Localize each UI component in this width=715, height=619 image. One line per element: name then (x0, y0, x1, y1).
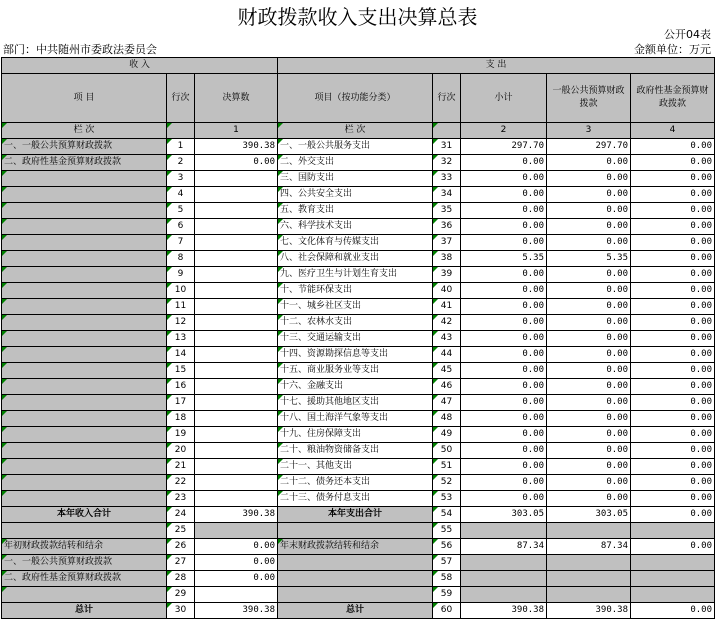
subtotal-value: 5.35 (461, 251, 547, 267)
general-budget-header: 一般公共预算财政拨款 (547, 74, 631, 123)
row-number: 11 (167, 299, 195, 315)
row-number: 13 (167, 331, 195, 347)
income-value: 390.38 (195, 139, 278, 155)
table-row (2, 139, 715, 155)
income-item (2, 171, 167, 187)
expense-item (278, 555, 433, 571)
income-item (2, 379, 167, 395)
row-number: 49 (433, 427, 461, 443)
row-number: 2 (167, 155, 195, 171)
row-number: 40 (433, 283, 461, 299)
gov-fund-value (631, 555, 715, 571)
income-value (195, 523, 278, 539)
expense-item: 十五、商业服务业等支出 (278, 363, 433, 379)
row-number: 39 (433, 267, 461, 283)
table-row (2, 315, 715, 331)
grand-total-label: 总计 (2, 603, 167, 619)
row-number: 45 (433, 363, 461, 379)
subtotal-value: 0.00 (461, 219, 547, 235)
gov-fund-value: 0.00 (631, 539, 715, 555)
income-item (2, 187, 167, 203)
income-value (195, 203, 278, 219)
income-value (195, 267, 278, 283)
expense-item: 三、国防支出 (278, 171, 433, 187)
gov-fund-value: 0.00 (631, 507, 715, 523)
income-value (195, 315, 278, 331)
table-number: 公开04表 (664, 28, 711, 41)
expense-item: 四、公共安全支出 (278, 187, 433, 203)
general-budget-value: 0.00 (547, 363, 631, 379)
expense-item: 七、文化体育与传媒支出 (278, 235, 433, 251)
table-row (2, 299, 715, 315)
income-item: 二、政府性基金预算财政拨款 (2, 155, 167, 171)
table-row (2, 155, 715, 171)
table-row (2, 571, 715, 587)
expense-item: 二、外交支出 (278, 155, 433, 171)
income-item (2, 347, 167, 363)
expense-item: 十四、资源勘探信息等支出 (278, 347, 433, 363)
table-row (2, 603, 715, 619)
expense-item: 一、一般公共服务支出 (278, 139, 433, 155)
income-item (2, 395, 167, 411)
subtotal-value: 0.00 (461, 427, 547, 443)
expense-item: 六、科学技术支出 (278, 219, 433, 235)
gov-fund-value: 0.00 (631, 139, 715, 155)
col-index: 4 (631, 123, 715, 139)
general-budget-value: 87.34 (547, 539, 631, 555)
row-number: 53 (433, 491, 461, 507)
subtotal-value: 0.00 (461, 475, 547, 491)
row-number: 52 (433, 475, 461, 491)
general-budget-value: 0.00 (547, 347, 631, 363)
grand-total-income: 390.38 (195, 603, 278, 619)
gov-fund-value: 0.00 (631, 603, 715, 619)
subtotal-value: 0.00 (461, 491, 547, 507)
income-value (195, 331, 278, 347)
subtotal-value: 0.00 (461, 299, 547, 315)
income-item (2, 331, 167, 347)
expense-item: 二十、粮油物资储备支出 (278, 443, 433, 459)
gov-fund-value: 0.00 (631, 331, 715, 347)
row-number: 10 (167, 283, 195, 299)
income-value (195, 395, 278, 411)
general-budget-value: 0.00 (547, 315, 631, 331)
income-item (2, 475, 167, 491)
row-number: 17 (167, 395, 195, 411)
table-row (2, 459, 715, 475)
row-number: 14 (167, 347, 195, 363)
row-number: 57 (433, 555, 461, 571)
row-number: 33 (433, 171, 461, 187)
income-item (2, 427, 167, 443)
subtotal-header: 小计 (461, 74, 547, 123)
subtotal-value (461, 587, 547, 603)
income-item (2, 219, 167, 235)
expense-item: 九、医疗卫生与计划生育支出 (278, 267, 433, 283)
row-number: 9 (167, 267, 195, 283)
income-value (195, 587, 278, 603)
row-number: 47 (433, 395, 461, 411)
row-number: 20 (167, 443, 195, 459)
expense-item (278, 571, 433, 587)
general-budget-value: 5.35 (547, 251, 631, 267)
gov-fund-value: 0.00 (631, 155, 715, 171)
income-value (195, 187, 278, 203)
table-row (2, 427, 715, 443)
row-number: 24 (167, 507, 195, 523)
table-row (2, 187, 715, 203)
row-number: 32 (433, 155, 461, 171)
expense-item: 二十二、债务还本支出 (278, 475, 433, 491)
row-no-header: 行次 (433, 74, 461, 123)
row-number: 7 (167, 235, 195, 251)
row-number: 1 (167, 139, 195, 155)
income-value (195, 443, 278, 459)
row-number: 26 (167, 539, 195, 555)
row-number: 58 (433, 571, 461, 587)
income-item: 二、政府性基金预算财政拨款 (2, 571, 167, 587)
item-header: 项 目 (2, 74, 167, 123)
expense-item: 十七、援助其他地区支出 (278, 395, 433, 411)
gov-fund-value: 0.00 (631, 267, 715, 283)
row-number: 60 (433, 603, 461, 619)
row-number: 38 (433, 251, 461, 267)
income-item (2, 267, 167, 283)
income-item (2, 587, 167, 603)
gov-fund-value: 0.00 (631, 187, 715, 203)
row-number: 55 (433, 523, 461, 539)
budget-table (1, 57, 715, 619)
subtotal-value: 0.00 (461, 331, 547, 347)
grand-total-label: 总计 (278, 603, 433, 619)
income-value (195, 299, 278, 315)
row-number: 46 (433, 379, 461, 395)
general-budget-value: 0.00 (547, 379, 631, 395)
table-row (2, 523, 715, 539)
general-budget-value: 0.00 (547, 235, 631, 251)
column-header-row (2, 74, 715, 123)
subtotal-value: 390.38 (461, 603, 547, 619)
gov-fund-value: 0.00 (631, 427, 715, 443)
general-budget-value: 0.00 (547, 187, 631, 203)
general-budget-value: 303.05 (547, 507, 631, 523)
income-item (2, 235, 167, 251)
row-number: 18 (167, 411, 195, 427)
income-value (195, 379, 278, 395)
gov-fund-value: 0.00 (631, 379, 715, 395)
row-number: 4 (167, 187, 195, 203)
expense-item (278, 523, 433, 539)
general-budget-value: 0.00 (547, 395, 631, 411)
gov-fund-budget-header: 政府性基金预算财政拨款 (631, 74, 715, 123)
column-index-row (2, 123, 715, 139)
table-row (2, 363, 715, 379)
general-budget-value: 0.00 (547, 475, 631, 491)
row-number: 42 (433, 315, 461, 331)
row-number: 34 (433, 187, 461, 203)
expense-item: 二十一、其他支出 (278, 459, 433, 475)
row-number: 6 (167, 219, 195, 235)
col-index: 1 (195, 123, 278, 139)
row-number: 27 (167, 555, 195, 571)
income-value (195, 427, 278, 443)
row-number: 48 (433, 411, 461, 427)
income-item (2, 363, 167, 379)
col-label: 栏 次 (2, 123, 167, 139)
subtotal-value: 0.00 (461, 171, 547, 187)
general-budget-value: 0.00 (547, 331, 631, 347)
table-row (2, 395, 715, 411)
subtotal-value: 0.00 (461, 443, 547, 459)
income-value (195, 411, 278, 427)
subtotal-value: 0.00 (461, 459, 547, 475)
income-item (2, 523, 167, 539)
expense-item: 十二、农林水支出 (278, 315, 433, 331)
subtotal-value: 0.00 (461, 235, 547, 251)
page-title: 财政拨款收入支出决算总表 (237, 5, 478, 29)
income-item: 一、一般公共预算财政拨款 (2, 555, 167, 571)
subtotal-value: 0.00 (461, 379, 547, 395)
gov-fund-value (631, 571, 715, 587)
subtotal-value: 0.00 (461, 315, 547, 331)
row-number: 15 (167, 363, 195, 379)
gov-fund-value: 0.00 (631, 219, 715, 235)
expense-item: 十一、城乡社区支出 (278, 299, 433, 315)
table-row (2, 219, 715, 235)
gov-fund-value: 0.00 (631, 395, 715, 411)
table-row (2, 267, 715, 283)
gov-fund-value: 0.00 (631, 251, 715, 267)
expense-item (278, 587, 433, 603)
income-value (195, 171, 278, 187)
subtotal-value (461, 571, 547, 587)
general-budget-value (547, 571, 631, 587)
expense-item: 十、节能环保支出 (278, 283, 433, 299)
gov-fund-value: 0.00 (631, 283, 715, 299)
income-value: 0.00 (195, 155, 278, 171)
row-number: 23 (167, 491, 195, 507)
gov-fund-value: 0.00 (631, 347, 715, 363)
table-row (2, 411, 715, 427)
department-label: 部门：中共随州市委政法委员会 (3, 43, 157, 56)
general-budget-value: 0.00 (547, 299, 631, 315)
general-budget-value: 0.00 (547, 155, 631, 171)
income-value: 0.00 (195, 539, 278, 555)
table-row (2, 587, 715, 603)
table-row (2, 283, 715, 299)
general-budget-value: 0.00 (547, 283, 631, 299)
subtotal-value: 303.05 (461, 507, 547, 523)
general-budget-value: 0.00 (547, 219, 631, 235)
general-budget-value (547, 587, 631, 603)
subtotal-value: 0.00 (461, 347, 547, 363)
income-item (2, 283, 167, 299)
subtotal-value: 87.34 (461, 539, 547, 555)
subtotal-value: 0.00 (461, 283, 547, 299)
row-number: 37 (433, 235, 461, 251)
income-value (195, 491, 278, 507)
table-row (2, 171, 715, 187)
expense-item: 十九、住房保障支出 (278, 427, 433, 443)
table-row (2, 443, 715, 459)
col-index: 3 (547, 123, 631, 139)
row-number: 3 (167, 171, 195, 187)
gov-fund-value: 0.00 (631, 475, 715, 491)
income-item (2, 411, 167, 427)
row-number: 56 (433, 539, 461, 555)
row-number: 59 (433, 587, 461, 603)
row-number: 25 (167, 523, 195, 539)
table-row (2, 203, 715, 219)
gov-fund-value: 0.00 (631, 443, 715, 459)
row-no-header: 行次 (167, 74, 195, 123)
general-budget-value: 0.00 (547, 267, 631, 283)
income-total-label: 本年收入合计 (2, 507, 167, 523)
general-budget-value: 297.70 (547, 139, 631, 155)
income-item (2, 491, 167, 507)
row-number: 28 (167, 571, 195, 587)
expense-item: 八、社会保障和就业支出 (278, 251, 433, 267)
income-item (2, 459, 167, 475)
expense-item: 五、教育支出 (278, 203, 433, 219)
gov-fund-value (631, 523, 715, 539)
row-number: 31 (433, 139, 461, 155)
general-budget-value: 0.00 (547, 459, 631, 475)
subtotal-value: 0.00 (461, 203, 547, 219)
row-number: 43 (433, 331, 461, 347)
row-number: 21 (167, 459, 195, 475)
gov-fund-value: 0.00 (631, 363, 715, 379)
subtotal-value: 0.00 (461, 155, 547, 171)
row-number: 44 (433, 347, 461, 363)
table-row (2, 539, 715, 555)
income-value (195, 219, 278, 235)
income-item: 年初财政拨款结转和结余 (2, 539, 167, 555)
income-header: 收 入 (2, 58, 278, 74)
section-header-row (2, 58, 715, 74)
subtotal-value (461, 523, 547, 539)
income-value (195, 363, 278, 379)
unit-label: 金额单位：万元 (634, 43, 711, 56)
table-row (2, 475, 715, 491)
row-number: 12 (167, 315, 195, 331)
table-row (2, 555, 715, 571)
income-value (195, 251, 278, 267)
table-row (2, 491, 715, 507)
row-number: 30 (167, 603, 195, 619)
expense-item: 十八、国土海洋气象等支出 (278, 411, 433, 427)
income-value (195, 347, 278, 363)
income-item: 一、一般公共预算财政拨款 (2, 139, 167, 155)
income-value (195, 459, 278, 475)
gov-fund-value: 0.00 (631, 203, 715, 219)
general-budget-value: 0.00 (547, 171, 631, 187)
gov-fund-value: 0.00 (631, 411, 715, 427)
general-budget-value: 0.00 (547, 491, 631, 507)
gov-fund-value: 0.00 (631, 235, 715, 251)
row-number: 8 (167, 251, 195, 267)
row-number: 19 (167, 427, 195, 443)
general-budget-value: 0.00 (547, 427, 631, 443)
gov-fund-value: 0.00 (631, 491, 715, 507)
general-budget-value: 390.38 (547, 603, 631, 619)
subtotal-value: 0.00 (461, 395, 547, 411)
gov-fund-value: 0.00 (631, 299, 715, 315)
item-by-function-header: 项目（按功能分类） (278, 74, 433, 123)
row-number: 41 (433, 299, 461, 315)
row-number: 36 (433, 219, 461, 235)
gov-fund-value: 0.00 (631, 171, 715, 187)
income-item (2, 315, 167, 331)
table-row (2, 347, 715, 363)
expense-item: 年末财政拨款结转和结余 (278, 539, 433, 555)
row-number: 22 (167, 475, 195, 491)
table-row (2, 507, 715, 523)
row-number: 51 (433, 459, 461, 475)
income-value (195, 475, 278, 491)
income-item (2, 443, 167, 459)
income-value (195, 283, 278, 299)
general-budget-value (547, 523, 631, 539)
income-item (2, 299, 167, 315)
income-value: 0.00 (195, 555, 278, 571)
table-row (2, 251, 715, 267)
general-budget-value: 0.00 (547, 411, 631, 427)
gov-fund-value (631, 587, 715, 603)
table-row (2, 379, 715, 395)
row-number: 16 (167, 379, 195, 395)
expense-total-label: 本年支出合计 (278, 507, 433, 523)
general-budget-value (547, 555, 631, 571)
subtotal-value: 0.00 (461, 411, 547, 427)
expense-item: 十三、交通运输支出 (278, 331, 433, 347)
row-number: 50 (433, 443, 461, 459)
row-number: 29 (167, 587, 195, 603)
col-label: 栏 次 (278, 123, 433, 139)
table-row (2, 235, 715, 251)
gov-fund-value: 0.00 (631, 459, 715, 475)
subtotal-value: 0.00 (461, 363, 547, 379)
income-value (195, 235, 278, 251)
general-budget-value: 0.00 (547, 203, 631, 219)
general-budget-value: 0.00 (547, 443, 631, 459)
subtotal-value: 297.70 (461, 139, 547, 155)
col-index: 2 (461, 123, 547, 139)
gov-fund-value: 0.00 (631, 315, 715, 331)
expense-item: 十六、金融支出 (278, 379, 433, 395)
income-total-value: 390.38 (195, 507, 278, 523)
table-row (2, 331, 715, 347)
expense-header: 支 出 (278, 58, 715, 74)
expense-item: 二十三、债务付息支出 (278, 491, 433, 507)
final-amount-header: 决算数 (195, 74, 278, 123)
income-item (2, 203, 167, 219)
subtotal-value: 0.00 (461, 187, 547, 203)
subtotal-value (461, 555, 547, 571)
row-number: 54 (433, 507, 461, 523)
income-item (2, 251, 167, 267)
row-number: 5 (167, 203, 195, 219)
subtotal-value: 0.00 (461, 267, 547, 283)
income-value: 0.00 (195, 571, 278, 587)
row-number: 35 (433, 203, 461, 219)
